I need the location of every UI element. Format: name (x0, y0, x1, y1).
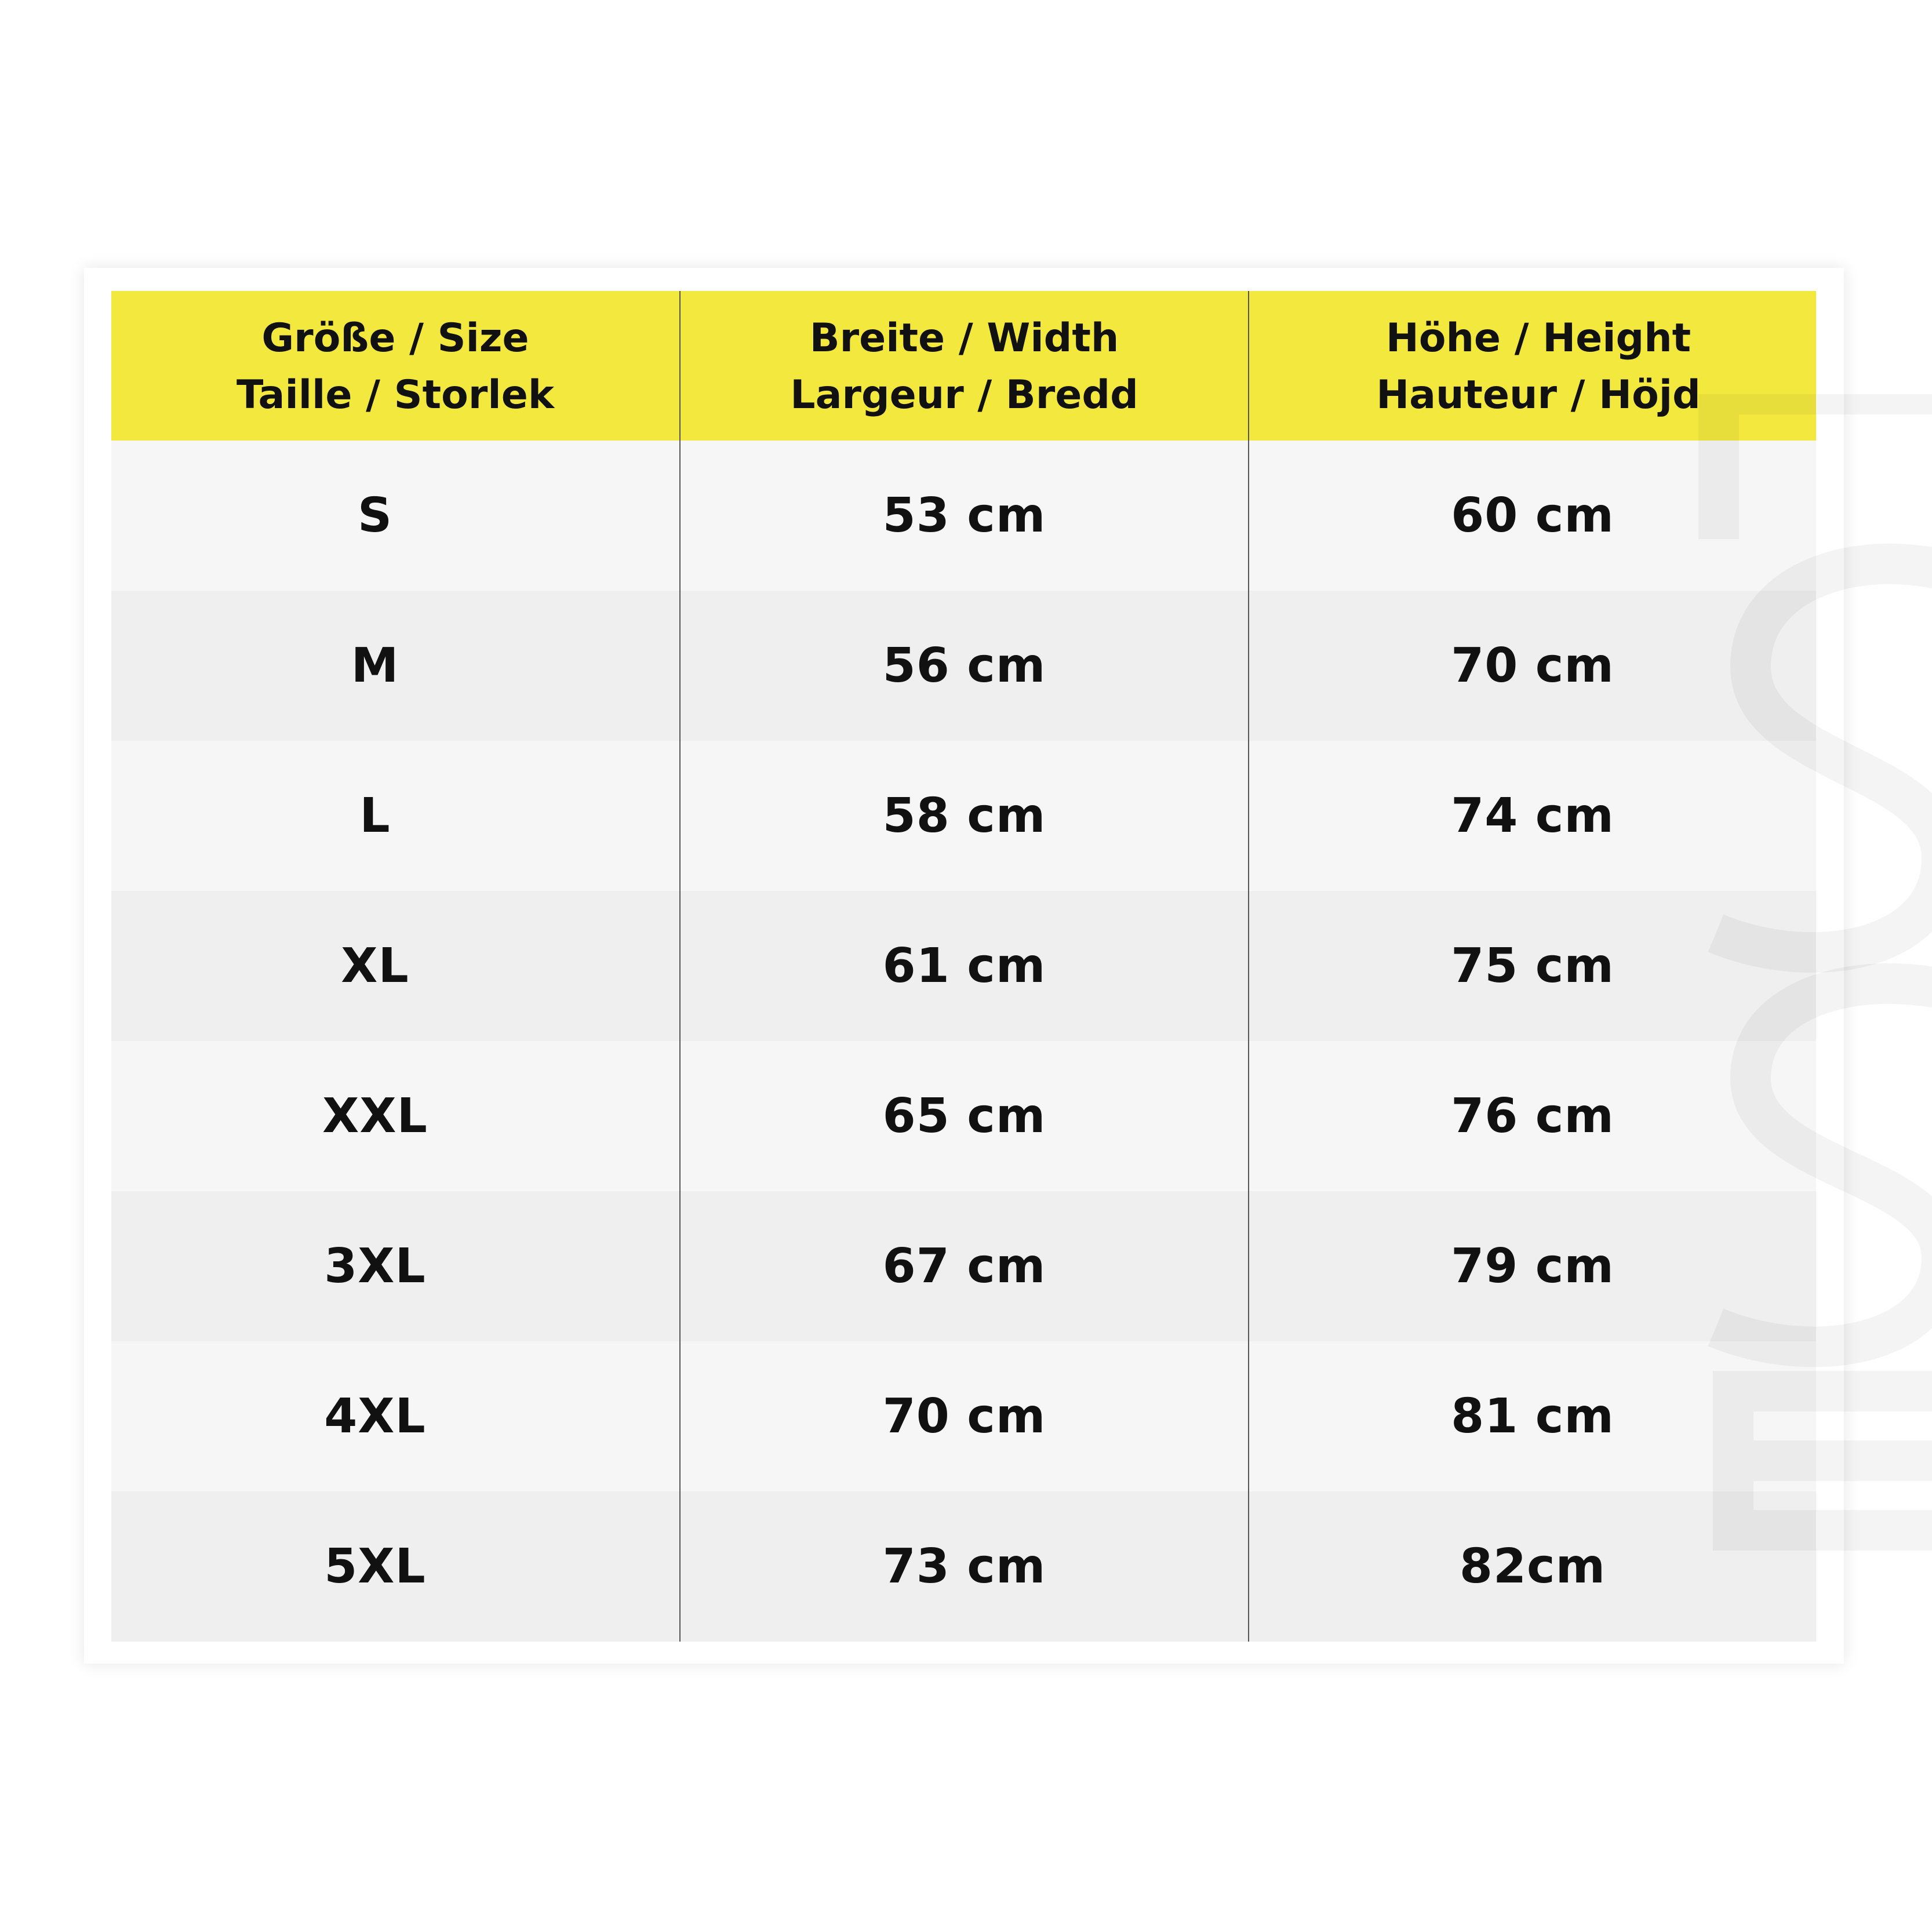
width-value: 53 cm (882, 488, 1046, 543)
size-table (111, 291, 1816, 1642)
table-header-row (111, 291, 1816, 441)
width-value: 56 cm (882, 638, 1046, 693)
size-value: 4XL (324, 1389, 426, 1444)
height-value: 70 cm (1451, 638, 1614, 693)
cell-width (679, 1191, 1248, 1341)
cell-width (679, 741, 1248, 891)
table-row (111, 741, 1816, 891)
cell-height (1248, 891, 1816, 1041)
cell-size (111, 891, 679, 1041)
table-row (111, 1491, 1816, 1642)
size-value: XL (341, 938, 409, 994)
height-value: 82cm (1459, 1539, 1606, 1594)
width-value: 70 cm (882, 1389, 1046, 1444)
header-height (1248, 291, 1816, 441)
height-value: 79 cm (1451, 1239, 1614, 1294)
cell-size (111, 741, 679, 891)
cell-height (1248, 591, 1816, 741)
table-row (111, 1041, 1816, 1191)
header-width-line2: Largeur / Bredd (790, 372, 1138, 418)
table-row (111, 591, 1816, 741)
width-value: 58 cm (882, 788, 1046, 843)
table-row (111, 1341, 1816, 1491)
height-value: 74 cm (1451, 788, 1614, 843)
size-value: M (351, 638, 399, 693)
cell-height (1248, 1341, 1816, 1491)
cell-width (679, 1041, 1248, 1191)
width-value: 61 cm (882, 938, 1046, 994)
cell-width (679, 591, 1248, 741)
cell-height (1248, 1491, 1816, 1642)
cell-width (679, 1341, 1248, 1491)
size-value: XXL (322, 1089, 428, 1144)
header-height-line2: Hauteur / Höjd (1376, 372, 1701, 418)
height-value: 76 cm (1451, 1089, 1614, 1144)
cell-height (1248, 1041, 1816, 1191)
cell-width (679, 441, 1248, 591)
header-size-line1: Größe / Size (261, 315, 529, 361)
size-value: 3XL (324, 1239, 426, 1294)
header-size (111, 291, 679, 441)
width-value: 73 cm (882, 1539, 1046, 1594)
size-value: S (357, 488, 393, 543)
cell-height (1248, 741, 1816, 891)
width-value: 65 cm (882, 1089, 1046, 1144)
cell-size (111, 441, 679, 591)
height-value: 60 cm (1451, 488, 1614, 543)
header-height-line1: Höhe / Height (1385, 315, 1691, 361)
header-width (679, 291, 1248, 441)
table-row (111, 1191, 1816, 1341)
cell-size (111, 1191, 679, 1341)
cell-height (1248, 1191, 1816, 1341)
cell-size (111, 1041, 679, 1191)
size-value: L (359, 788, 391, 843)
cell-size (111, 1491, 679, 1642)
cell-width (679, 1491, 1248, 1642)
height-value: 81 cm (1451, 1389, 1614, 1444)
header-size-line2: Taille / Storlek (236, 372, 555, 418)
header-width-line1: Breite / Width (809, 315, 1119, 361)
cell-size (111, 591, 679, 741)
size-value: 5XL (324, 1539, 426, 1594)
table-row (111, 891, 1816, 1041)
height-value: 75 cm (1451, 938, 1614, 994)
width-value: 67 cm (882, 1239, 1046, 1294)
cell-height (1248, 441, 1816, 591)
table-row (111, 441, 1816, 591)
cell-size (111, 1341, 679, 1491)
cell-width (679, 891, 1248, 1041)
